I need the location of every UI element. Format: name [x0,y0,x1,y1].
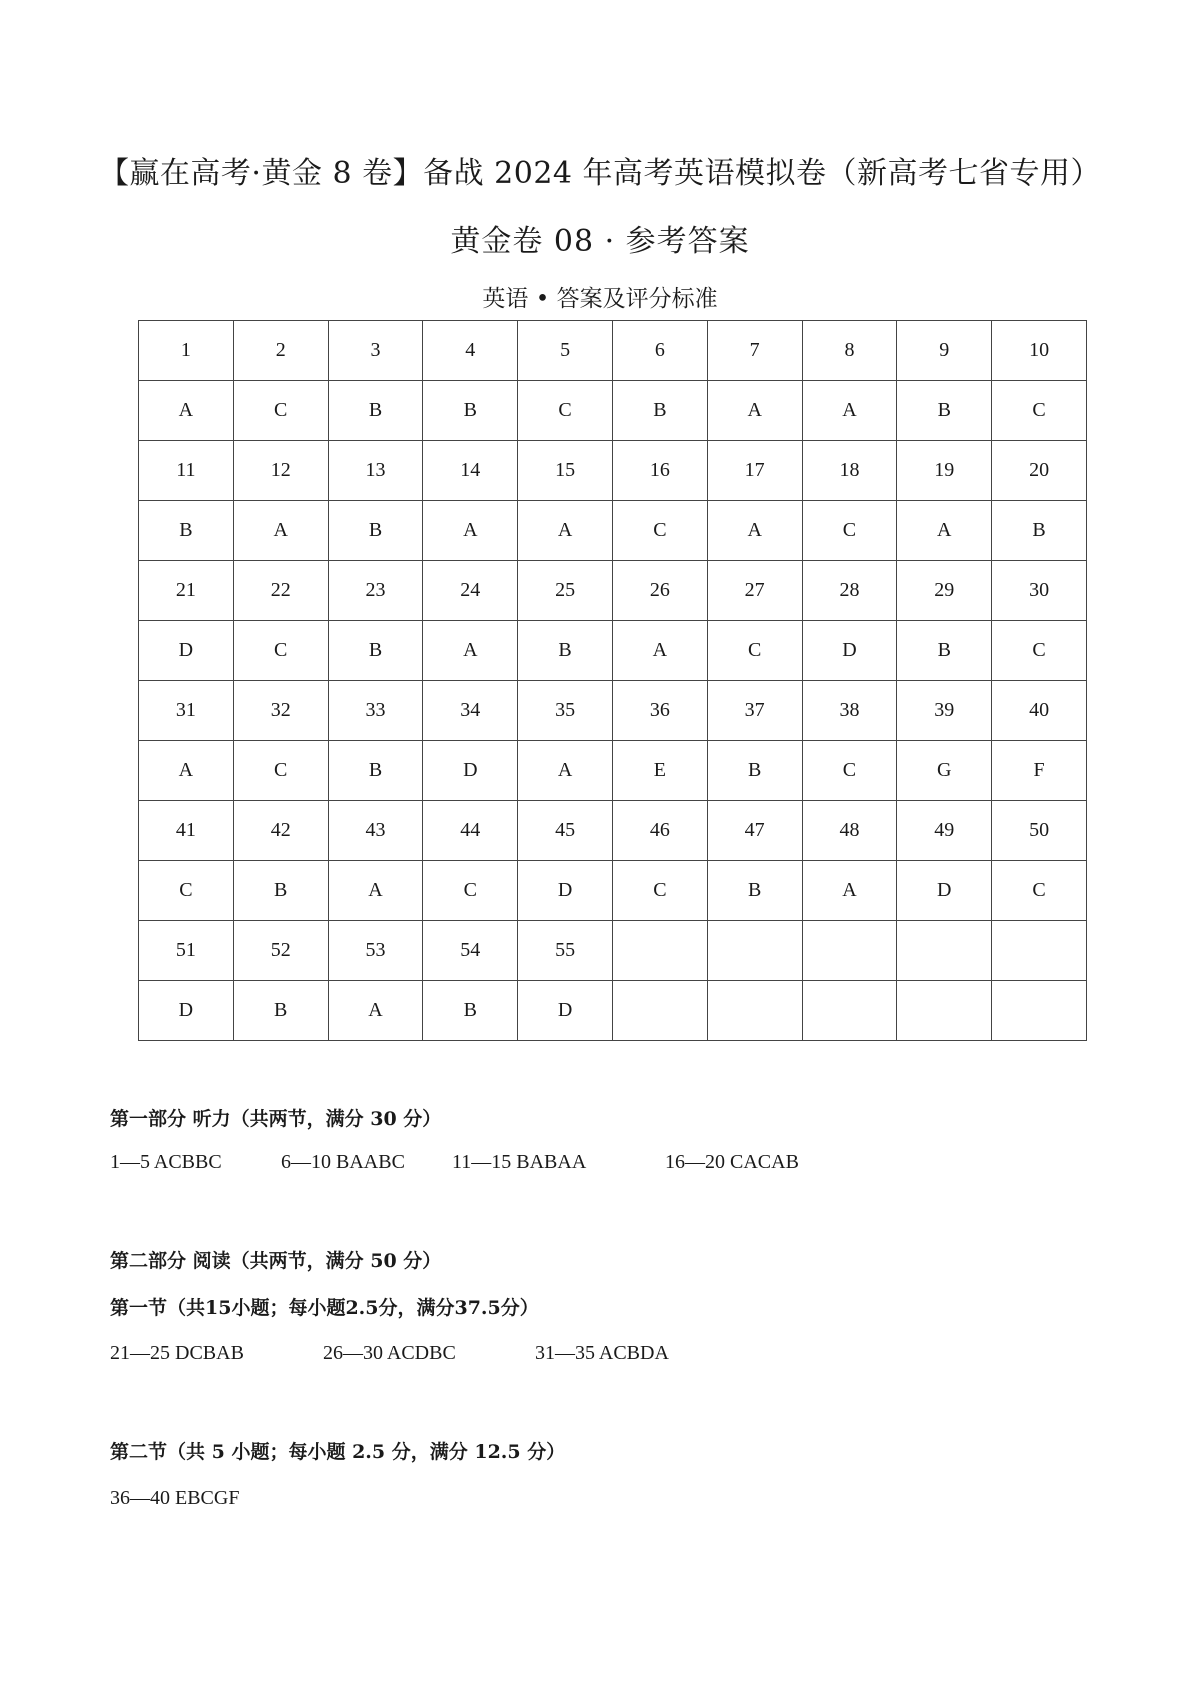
question-number-cell: 32 [233,681,328,741]
answer-cell: B [328,621,423,681]
part1-heading: 第一部分 听力（共两节，满分 30 分） [110,1108,442,1130]
question-number-cell: 48 [802,801,897,861]
answer-group: 26—30 ACDBC [323,1342,456,1364]
answer-group: 36—40 EBCGF [110,1487,240,1509]
question-number-cell: 26 [612,561,707,621]
answer-cell: C [518,381,613,441]
question-number-cell: 54 [423,921,518,981]
question-number-cell: 14 [423,441,518,501]
question-number-cell: 44 [423,801,518,861]
part2-section2-answers [110,1487,239,1510]
question-number-row [139,921,1087,981]
answer-cell: D [139,621,234,681]
answer-cell: B [612,381,707,441]
answer-cell: B [233,861,328,921]
answer-row [139,621,1087,681]
question-number-cell: 8 [802,321,897,381]
answer-cell: C [233,741,328,801]
question-number-cell: 33 [328,681,423,741]
question-number-cell: 55 [518,921,613,981]
answer-cell: F [992,741,1087,801]
answer-cell: D [518,861,613,921]
answer-cell: B [518,621,613,681]
question-number-cell: 19 [897,441,992,501]
question-number-cell: 21 [139,561,234,621]
answer-cell: C [612,501,707,561]
question-number-cell: 39 [897,681,992,741]
question-number-cell: 51 [139,921,234,981]
answer-cell: A [423,501,518,561]
document-title: 【赢在高考·黄金 8 卷】备战 2024 年高考英语模拟卷（新高考七省专用） [98,156,1102,191]
question-number-cell: 4 [423,321,518,381]
answer-cell: B [897,621,992,681]
answer-cell: D [139,981,234,1041]
answer-cell: D [518,981,613,1041]
question-number-cell: 38 [802,681,897,741]
answer-cell [612,981,707,1041]
question-number-cell: 49 [897,801,992,861]
question-number-cell: 27 [707,561,802,621]
answer-cell: C [992,861,1087,921]
answer-cell: B [233,981,328,1041]
question-number-cell: 1 [139,321,234,381]
answer-cell: B [139,501,234,561]
answer-cell: C [233,381,328,441]
question-number-cell: 43 [328,801,423,861]
question-number-cell: 6 [612,321,707,381]
answer-cell: C [802,501,897,561]
question-number-cell [707,921,802,981]
answer-cell: E [612,741,707,801]
question-number-cell: 23 [328,561,423,621]
answer-cell: A [518,501,613,561]
answer-cell: D [897,861,992,921]
question-number-cell: 7 [707,321,802,381]
question-number-row [139,801,1087,861]
question-number-cell [802,921,897,981]
question-number-row [139,441,1087,501]
answer-table-body [139,321,1087,1041]
answer-row [139,981,1087,1041]
question-number-cell: 17 [707,441,802,501]
answer-row [139,381,1087,441]
answer-row [139,861,1087,921]
question-number-cell: 47 [707,801,802,861]
question-number-cell: 41 [139,801,234,861]
answer-cell: B [423,381,518,441]
answer-cell: C [139,861,234,921]
question-number-cell: 3 [328,321,423,381]
answer-row [139,501,1087,561]
answer-group: 11—15 BABAA [452,1151,587,1173]
answer-cell: G [897,741,992,801]
question-number-cell: 40 [992,681,1087,741]
answer-cell: A [802,861,897,921]
question-number-cell: 22 [233,561,328,621]
answer-cell: B [897,381,992,441]
answer-cell: C [423,861,518,921]
answer-cell [992,981,1087,1041]
answer-group: 1—5 ACBBC [110,1151,222,1173]
question-number-cell [992,921,1087,981]
answer-cell: B [992,501,1087,561]
question-number-cell: 11 [139,441,234,501]
question-number-cell: 28 [802,561,897,621]
answer-cell: C [612,861,707,921]
answer-cell: B [707,741,802,801]
question-number-cell [897,921,992,981]
answer-group: 31—35 ACBDA [535,1342,669,1364]
answer-cell: A [139,741,234,801]
question-number-cell: 24 [423,561,518,621]
answer-group: 6—10 BAABC [281,1151,405,1173]
answer-cell: A [707,501,802,561]
question-number-cell: 36 [612,681,707,741]
question-number-cell: 5 [518,321,613,381]
question-number-cell: 16 [612,441,707,501]
answer-cell: A [612,621,707,681]
question-number-cell: 15 [518,441,613,501]
answer-cell: B [423,981,518,1041]
answer-cell: A [423,621,518,681]
answer-cell: D [802,621,897,681]
question-number-row [139,681,1087,741]
answer-cell: D [423,741,518,801]
answer-table [138,320,1087,1041]
question-number-cell: 9 [897,321,992,381]
question-number-cell: 13 [328,441,423,501]
question-number-cell: 37 [707,681,802,741]
answer-cell: A [802,381,897,441]
answer-cell: C [802,741,897,801]
answer-cell [802,981,897,1041]
question-number-cell: 20 [992,441,1087,501]
answer-cell: B [328,501,423,561]
question-number-cell: 52 [233,921,328,981]
part2-section1-answers [110,1342,669,1365]
answer-cell: A [707,381,802,441]
document-subtitle: 黄金卷 08 · 参考答案 [450,224,750,259]
answer-cell: C [233,621,328,681]
question-number-cell [612,921,707,981]
answer-cell: A [328,861,423,921]
question-number-row [139,321,1087,381]
question-number-row [139,561,1087,621]
answer-group: 16—20 CACAB [665,1151,799,1173]
question-number-cell: 45 [518,801,613,861]
answer-cell [707,981,802,1041]
question-number-cell: 42 [233,801,328,861]
answer-row [139,741,1087,801]
answer-group: 21—25 DCBAB [110,1342,244,1364]
question-number-cell: 18 [802,441,897,501]
question-number-cell: 50 [992,801,1087,861]
answer-cell: C [707,621,802,681]
question-number-cell: 2 [233,321,328,381]
answer-cell: A [233,501,328,561]
part2-section1-heading: 第一节（共15小题；每小题2.5分，满分37.5分） [110,1297,539,1319]
answer-cell: A [897,501,992,561]
answer-cell: A [139,381,234,441]
question-number-cell: 46 [612,801,707,861]
part2-section2-heading: 第二节（共 5 小题；每小题 2.5 分，满分 12.5 分） [110,1441,566,1463]
question-number-cell: 12 [233,441,328,501]
answer-cell [897,981,992,1041]
part2-heading: 第二部分 阅读（共两节，满分 50 分） [110,1250,442,1272]
question-number-cell: 53 [328,921,423,981]
answer-cell: B [328,381,423,441]
question-number-cell: 34 [423,681,518,741]
answer-cell: C [992,381,1087,441]
answer-cell: A [518,741,613,801]
question-number-cell: 29 [897,561,992,621]
question-number-cell: 31 [139,681,234,741]
question-number-cell: 25 [518,561,613,621]
part1-answers [110,1151,799,1174]
table-caption: 英语 • 答案及评分标准 [482,286,718,312]
question-number-cell: 10 [992,321,1087,381]
answer-cell: B [707,861,802,921]
answer-cell: B [328,741,423,801]
answer-cell: A [328,981,423,1041]
question-number-cell: 30 [992,561,1087,621]
answer-cell: C [992,621,1087,681]
question-number-cell: 35 [518,681,613,741]
